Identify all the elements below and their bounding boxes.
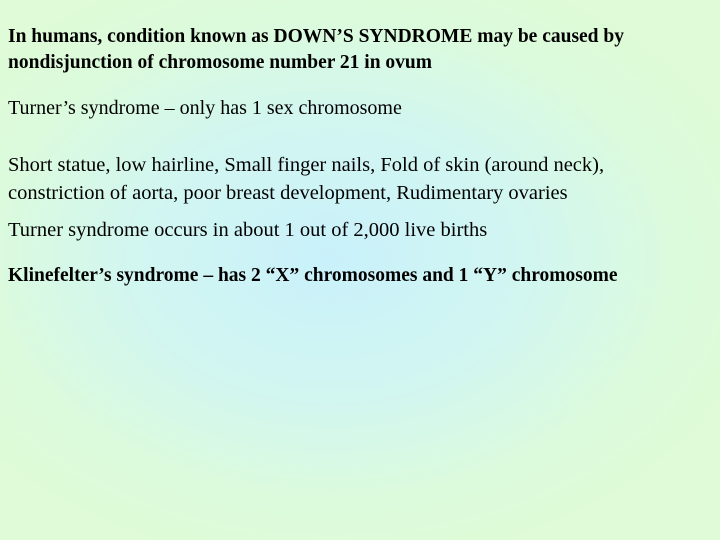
text-line: constriction of aorta, poor breast development, Rudimentary ovaries [8, 182, 568, 204]
text-line: nondisjunction of chromosome number 21 in ovum [8, 52, 433, 73]
text-line: Short statue, low hairline, Small finger nails, Fold of skin (around neck), [8, 154, 605, 176]
turner-frequency-paragraph [8, 217, 487, 243]
text-line: Turner syndrome occurs in about 1 out of 2,000 live births [8, 219, 488, 241]
down-syndrome-paragraph [8, 24, 624, 76]
text-line: Klinefelter’s syndrome – has 2 “X” chromosomes and 1 “Y” chromosome [8, 265, 618, 286]
text-line: In humans, condition known as DOWN’S SYNDROME may be caused by [8, 26, 625, 47]
text-line: Turner’s syndrome – only has 1 sex chromosome [8, 97, 402, 119]
turner-syndrome-heading [8, 96, 402, 120]
klinefelter-syndrome-paragraph [8, 263, 618, 289]
turner-symptoms-paragraph [8, 151, 604, 207]
